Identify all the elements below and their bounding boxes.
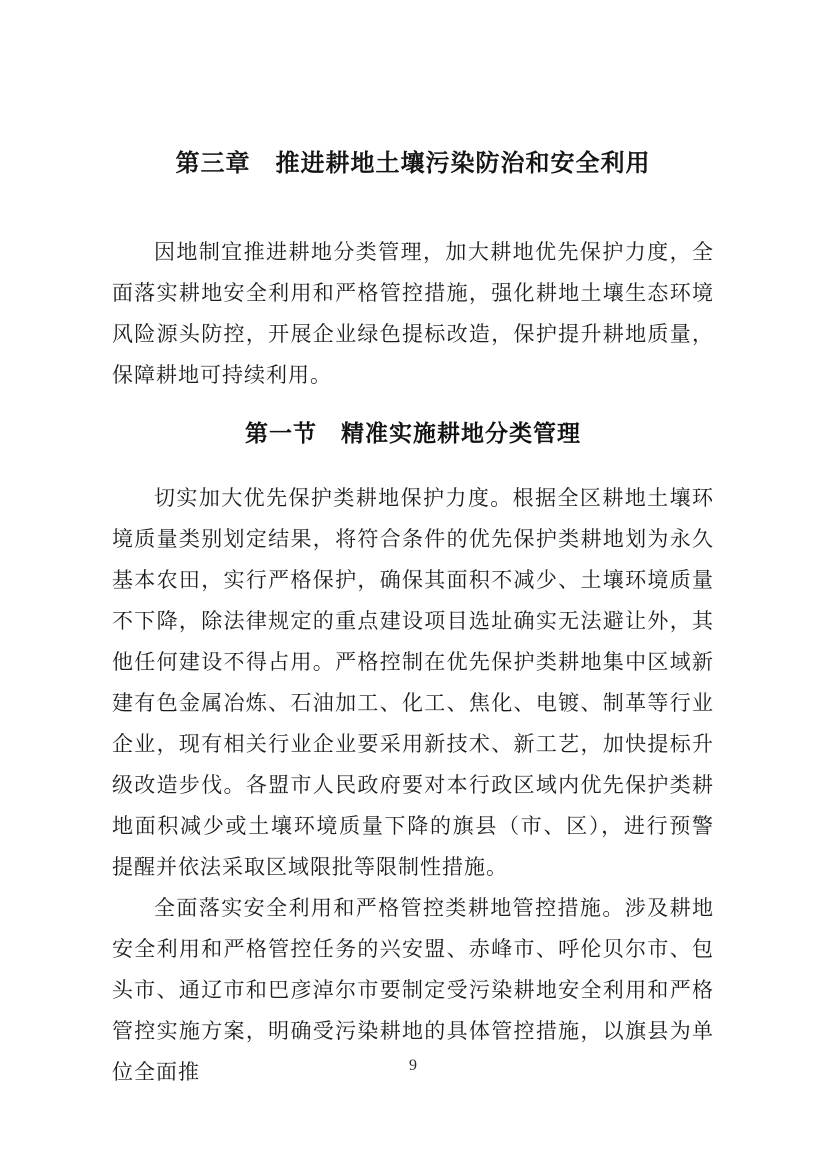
chapter-title: 第三章 推进耕地土壤污染防治和安全利用 bbox=[175, 150, 651, 177]
section-paragraph-2: 全面落实安全利用和严格管控类耕地管控措施。涉及耕地安全利用和严格管控任务的兴安盟、赤峰市、呼伦贝尔市、包头市、通辽市和巴彦淖尔市要制定受污染耕地安全利用和严格管控实施方案，明确受污染耕地的具体管控措施，以旗县为单位全面推 bbox=[112, 896, 714, 1084]
section-title: 第一节 精准实施耕地分类管理 bbox=[245, 421, 581, 446]
page-number: 9 bbox=[409, 1057, 417, 1074]
intro-paragraph: 因地制宜推进耕地分类管理，加大耕地优先保护力度，全面落实耕地安全利用和严格管控措施，强化耕地土壤生态环境风险源头防控，开展企业绿色提标改造，保护提升耕地质量，保障耕地可持续利用。 bbox=[112, 240, 714, 387]
section-paragraph-1: 切实加大优先保护类耕地保护力度。根据全区耕地土壤环境质量类别划定结果，将符合条件的优先保护类耕地划为永久基本农田，实行严格保护，确保其面积不减少、土壤环境质量不下降，除法律规定的重点建设项目选址确实无法避让外，其他任何建设不得占用。严格控制在优先保护类耕地集中区域新建有色金属冶炼、石油加工、化工、焦化、电镀、制革等行业企业，现有相关行业企业要采用新技术、新工艺，加快提标升级改造步伐。各盟市人民政府要对本行政区域内优先保护类耕地面积减少或土壤环境质量下降的旗县（市、区），进行预警提醒并依法采取区域限批等限制性措施。 bbox=[112, 486, 714, 879]
